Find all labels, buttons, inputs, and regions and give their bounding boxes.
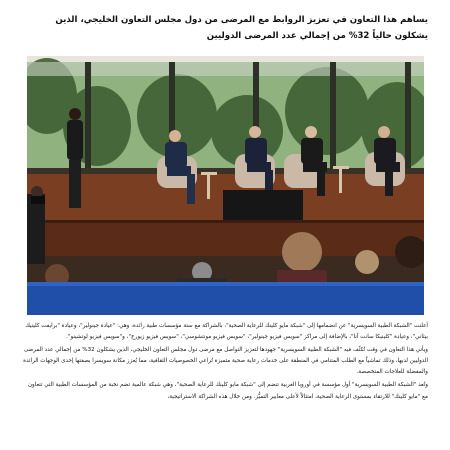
ceiling	[27, 56, 424, 62]
body-paragraph-3: وتُعد "الشبكة الطبية السويسرية" أول مؤسسة في أوروبا الغربية تنضم إلى "شبكة مايو كلينك للرعاية الصحية"، وهي شبكة عالمية تضم نخبة من المؤسسات الطبية التي تتعاون مع "مايو كلينك" للارتقاء بمستوى الرعاية الصحية، امتثالاً لأعلى معايير التميُّز. ومن خلال هذه الشراكة الاستراتيجية،	[27, 382, 428, 400]
body-paragraph-1: أعلنت "الشبكة الطبية السويسرية" عن انضمامها إلى "شبكة مايو كلينك للرعاية الصحية"، بالشراكة مع ستة مؤسسات طبية رائدة، وهي: "عيادة جينولير"، وعيادة "برايفت كلينيك بيثاني"، وعيادة "كلينيكا سانت آنا"، بالإضافة إلى مراكز "سويس فيزيو جينولير"، "سويس فيزيو مونتشوسي"، "سويس فيزيو زيورخ"، و"سويس فيزيو لوتشينو".	[25, 323, 428, 341]
audience-seats	[27, 282, 424, 315]
body-paragraph-2: ويأتي هذا التعاون في وقت تُكثّف فيه "الشبكة الطبية السويسرية" جهودها لتعزيز التواصل مع مرضى دول مجلس التعاون الخليجي، الذين يشكلون 32% من إجمالي عدد المرضى الدوليين لديها، وذلك تماشياً مع الطلب المتنامي في المنطقة على خدمات رعاية صحية متميزة تُراعي الخصوصيات الثقافية، مما يُعزز مكانة سويسرا بصفتها إحدى الوجهات الرائدة والمفضلة للعلاجات المتخصصة.	[23, 347, 428, 376]
moderator	[67, 108, 83, 208]
photographer	[27, 186, 45, 264]
panel-discussion-photo	[27, 56, 424, 315]
article-body	[22, 321, 428, 405]
stage-monitor	[223, 190, 303, 220]
article-photo	[27, 56, 424, 315]
article-headline: يساهم هذا التعاون في تعزيز الروابط مع المرضى من دول مجلس التعاون الخليجي، الذين يشكلون حالياً 32% من إجمالي عدد المرضى الدوليين	[55, 15, 428, 41]
